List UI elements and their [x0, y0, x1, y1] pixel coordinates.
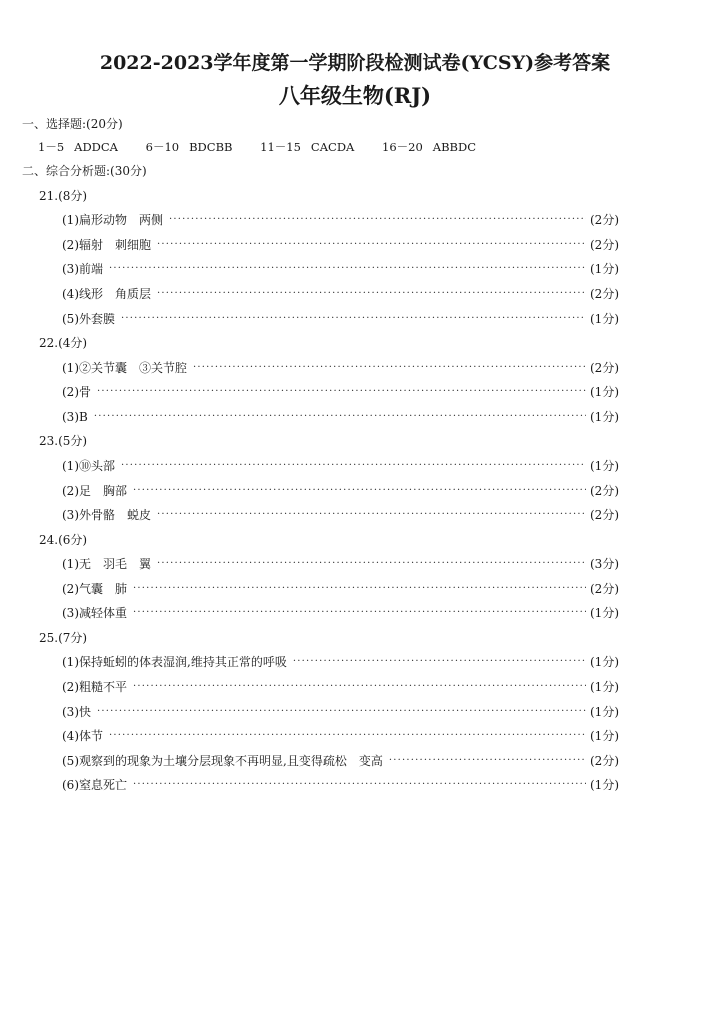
answer-points: (1分)	[590, 705, 619, 719]
question-24-label: 24.(6分)	[39, 533, 88, 547]
answer-text: (2)粗糙不平	[62, 680, 127, 694]
answer-line	[62, 605, 619, 621]
answer-line	[62, 212, 619, 228]
leader-dots	[157, 286, 586, 302]
section-2-heading: 二、综合分析题:(30分)	[22, 164, 147, 178]
leader-dots	[389, 753, 586, 769]
answer-line	[62, 777, 619, 793]
mc-range: 6－10	[145, 140, 180, 154]
answer-text: (2)辐射 刺细胞	[62, 238, 151, 252]
leader-dots	[133, 581, 586, 597]
answer-points: (2分)	[590, 754, 619, 768]
answer-line	[62, 458, 619, 474]
leader-dots	[121, 311, 586, 327]
answer-text: (5)观察到的现象为土壤分层现象不再明显,且变得疏松 变高	[62, 754, 383, 768]
answer-points: (2分)	[590, 213, 619, 227]
mc-range: 11－15	[260, 140, 301, 154]
answer-points: (1分)	[590, 385, 619, 399]
answer-points: (3分)	[590, 557, 619, 571]
leader-dots	[97, 384, 586, 400]
answer-text: (3)前端	[62, 262, 103, 276]
leader-dots	[97, 704, 586, 720]
answer-line	[62, 581, 619, 597]
document-title: 2022-2023学年度第一学期阶段检测试卷(YCSY)参考答案	[99, 52, 611, 74]
answer-points: (1分)	[590, 680, 619, 694]
answer-line	[62, 483, 619, 499]
answer-text: (2)足 胸部	[62, 484, 127, 498]
answer-points: (2分)	[590, 361, 619, 375]
section-1-heading: 一、选择题:(20分)	[22, 117, 123, 131]
answer-text: (1)⑩头部	[62, 459, 115, 473]
answer-text: (4)线形 角质层	[62, 287, 151, 301]
mc-answers: BDCBB	[189, 140, 233, 154]
leader-dots	[133, 483, 586, 499]
answer-points: (2分)	[590, 484, 619, 498]
answer-text: (1)扁形动物 两侧	[62, 213, 163, 227]
answer-text: (6)窒息死亡	[62, 778, 127, 792]
answer-line	[62, 237, 619, 253]
multiple-choice-answers	[38, 139, 500, 155]
answer-line	[62, 286, 619, 302]
question-22-label: 22.(4分)	[39, 336, 88, 350]
answer-text: (3)快	[62, 705, 91, 719]
leader-dots	[121, 458, 586, 474]
answer-points: (2分)	[590, 582, 619, 596]
mc-range: 16－20	[382, 140, 423, 154]
question-25-label: 25.(7分)	[39, 631, 88, 645]
answer-text: (1)保持蚯蚓的体表湿润,维持其正常的呼吸	[62, 655, 287, 669]
answer-text: (2)骨	[62, 385, 91, 399]
answer-text: (3)外骨骼 蜕皮	[62, 508, 151, 522]
leader-dots	[169, 212, 586, 228]
answer-line	[62, 409, 619, 425]
answer-points: (1分)	[590, 312, 619, 326]
answer-line	[62, 728, 619, 744]
answer-points: (1分)	[590, 262, 619, 276]
answer-points: (2分)	[590, 238, 619, 252]
mc-range: 1－5	[38, 140, 65, 154]
answer-line	[62, 384, 619, 400]
answer-line	[62, 360, 619, 376]
document-subtitle: 八年级生物(RJ)	[278, 83, 432, 108]
answer-points: (1分)	[590, 606, 619, 620]
answer-text: (4)体节	[62, 729, 103, 743]
mc-answers: ADDCA	[74, 140, 118, 154]
answer-line	[62, 753, 619, 769]
leader-dots	[133, 605, 586, 621]
answer-line	[62, 704, 619, 720]
answer-text: (1)无 羽毛 翼	[62, 557, 151, 571]
answer-points: (1分)	[590, 459, 619, 473]
leader-dots	[133, 679, 586, 695]
answer-points: (1分)	[590, 655, 619, 669]
answer-line	[62, 654, 619, 670]
answer-points: (1分)	[590, 778, 619, 792]
leader-dots	[109, 728, 586, 744]
mc-answers: CACDA	[310, 140, 355, 154]
answer-text: (2)气囊 肺	[62, 582, 127, 596]
leader-dots	[157, 556, 586, 572]
mc-answers: ABBDC	[432, 140, 477, 154]
leader-dots	[193, 360, 586, 376]
answer-points: (1分)	[590, 729, 619, 743]
leader-dots	[109, 261, 586, 277]
answer-line	[62, 679, 619, 695]
answer-points: (1分)	[590, 410, 619, 424]
answer-line	[62, 311, 619, 327]
answer-points: (2分)	[590, 508, 619, 522]
question-21-label: 21.(8分)	[39, 189, 88, 203]
answer-text: (3)减轻体重	[62, 606, 127, 620]
answer-text: (1)②关节囊 ③关节腔	[62, 361, 187, 375]
leader-dots	[157, 237, 586, 253]
leader-dots	[157, 507, 586, 523]
question-23-label: 23.(5分)	[39, 434, 88, 448]
leader-dots	[293, 654, 586, 670]
answer-line	[62, 261, 619, 277]
leader-dots	[94, 409, 586, 425]
answer-text: (3)B	[62, 410, 88, 424]
answer-points: (2分)	[590, 287, 619, 301]
answer-text: (5)外套膜	[62, 312, 115, 326]
answer-line	[62, 556, 619, 572]
leader-dots	[133, 777, 586, 793]
answer-line	[62, 507, 619, 523]
